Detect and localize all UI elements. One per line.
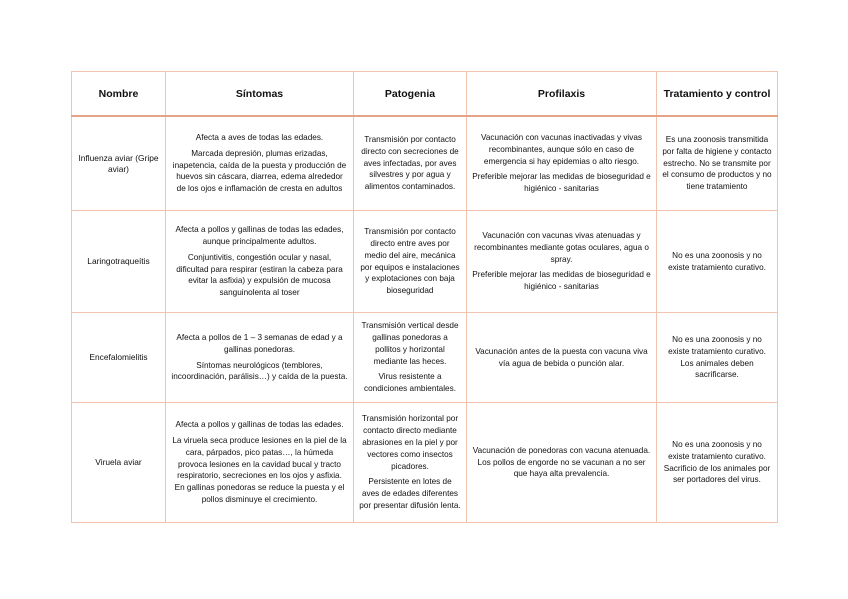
header-row (72, 72, 778, 117)
header-profilaxis: Profilaxis (467, 72, 657, 117)
tratamiento-text: Es una zoonosis transmitida por falta de higiene y contacto estrecho. No se transmite por el consumo de productos y no tiene tratamiento (662, 135, 772, 192)
disease-name: Encefalomielitis (89, 352, 148, 362)
tratamiento-text: No es una zoonosis y no existe tratamiento curativo. Los animales deben sacrificarse. (668, 334, 766, 380)
sintomas-cell (166, 403, 354, 523)
profilaxis-text: Vacunación con vacunas vivas atenuadas y recombinantes mediante gotas oculares, agua o spray. (474, 231, 649, 264)
sintomas-text: Síntomas neurológicos (temblores, incoordinación, parálisis…) y caída de la puesta. (171, 360, 348, 382)
disease-name: Viruela aviar (95, 457, 142, 467)
patogenia-cell (354, 313, 467, 403)
disease-table (71, 71, 778, 523)
table-row (72, 313, 778, 403)
header-nombre: Nombre (72, 72, 166, 117)
table-row (72, 403, 778, 523)
patogenia-text: Persistente en lotes de aves de edades diferentes por presentar difusión lenta. (359, 477, 461, 510)
patogenia-cell (354, 116, 467, 211)
tratamiento-cell (657, 403, 778, 523)
patogenia-text: Transmisión horizontal por contacto directo mediante abrasiones en la piel y por vectores como insectos picadores. (361, 414, 459, 471)
sintomas-text: Marcada depresión, plumas erizadas, inapetencia, caída de la puesta y producción de huevos sin cáscara, diarrea, edema alrededor de los ojos e inflamación de cresta en adultos (172, 148, 347, 194)
tratamiento-cell (657, 313, 778, 403)
sintomas-cell (166, 313, 354, 403)
tratamiento-cell (657, 116, 778, 211)
profilaxis-text: Vacunación de ponedoras con vacuna atenuada. Los pollos de engorde no se vacunan a no ser que haya alta prevalencia. (472, 445, 651, 479)
disease-name-cell (72, 211, 166, 313)
disease-name-cell (72, 313, 166, 403)
profilaxis-text: Vacunación con vacunas inactivadas y vivas recombinantes, aunque sólo en caso de emergencia si hay epidemias o alto riesgo. (481, 133, 642, 166)
patogenia-text: Virus resistente a condiciones ambientales. (364, 372, 456, 394)
tratamiento-cell (657, 211, 778, 313)
profilaxis-cell (467, 313, 657, 403)
disease-name-cell (72, 403, 166, 523)
disease-name-cell (72, 116, 166, 211)
profilaxis-cell (467, 403, 657, 523)
patogenia-text: Transmisión por contacto directo entre aves por medio del aire, mecánica por equipos e instalaciones y explotaciones con baja bioseguridad (360, 227, 460, 296)
header-patogenia: Patogenia (354, 72, 467, 117)
table-row (72, 211, 778, 313)
profilaxis-cell (467, 211, 657, 313)
disease-name: Influenza aviar (Gripe aviar) (78, 152, 159, 174)
patogenia-cell (354, 403, 467, 523)
sintomas-text: Conjuntivitis, congestión ocular y nasal, dificultad para respirar (estiran la cabeza para evitar la asfixia) y expulsión de mucosa sanguinolenta al toser (176, 252, 343, 298)
profilaxis-cell (467, 116, 657, 211)
profilaxis-text: Vacunación antes de la puesta con vacuna viva vía agua de bebida o punción alar. (475, 346, 648, 368)
sintomas-text: La viruela seca produce lesiones en la piel de la cara, párpados, pico patas…, la húmeda provoca lesiones en la cavidad bucal y tracto respiratorio, secreciones en los ojos y asfixia. En gallinas ponedoras se reduce la puesta y el pollos disminuye el crecimiento. (172, 436, 347, 504)
sintomas-text: Afecta a aves de todas las edades. (195, 133, 324, 142)
sintomas-text: Afecta a pollos y gallinas de todas las edades. (175, 420, 344, 430)
disease-name: Laringotraqueítis (87, 256, 150, 266)
header-tratamiento: Tratamiento y control (657, 72, 778, 117)
tratamiento-text: No es una zoonosis y no existe tratamiento curativo. (668, 250, 766, 272)
profilaxis-text: Preferible mejorar las medidas de bioseguridad e higiénico - sanitarias (472, 270, 651, 292)
sintomas-cell (166, 116, 354, 211)
sintomas-text: Afecta a pollos de 1 – 3 semanas de edad y a gallinas ponedoras. (176, 332, 343, 354)
sintomas-text: Afecta a pollos y gallinas de todas las edades, aunque principalmente adultos. (175, 225, 344, 246)
tratamiento-text: No es una zoonosis y no existe tratamiento curativo. Sacrificio de los animales por ser portadores del virus. (663, 439, 771, 485)
sintomas-cell (166, 211, 354, 313)
patogenia-text: Transmisión vertical desde gallinas ponedoras a pollitos y horizontal mediante las heces. (361, 321, 459, 366)
header-sintomas: Síntomas (166, 72, 354, 117)
patogenia-cell (354, 211, 467, 313)
table-row (72, 116, 778, 211)
patogenia-text: Transmisión por contacto directo con secreciones de aves infectadas, por aves silvestres y por agua y alimentos contaminados. (361, 135, 459, 192)
profilaxis-text: Preferible mejorar las medidas de bioseguridad e higiénico - sanitarias (472, 172, 651, 194)
